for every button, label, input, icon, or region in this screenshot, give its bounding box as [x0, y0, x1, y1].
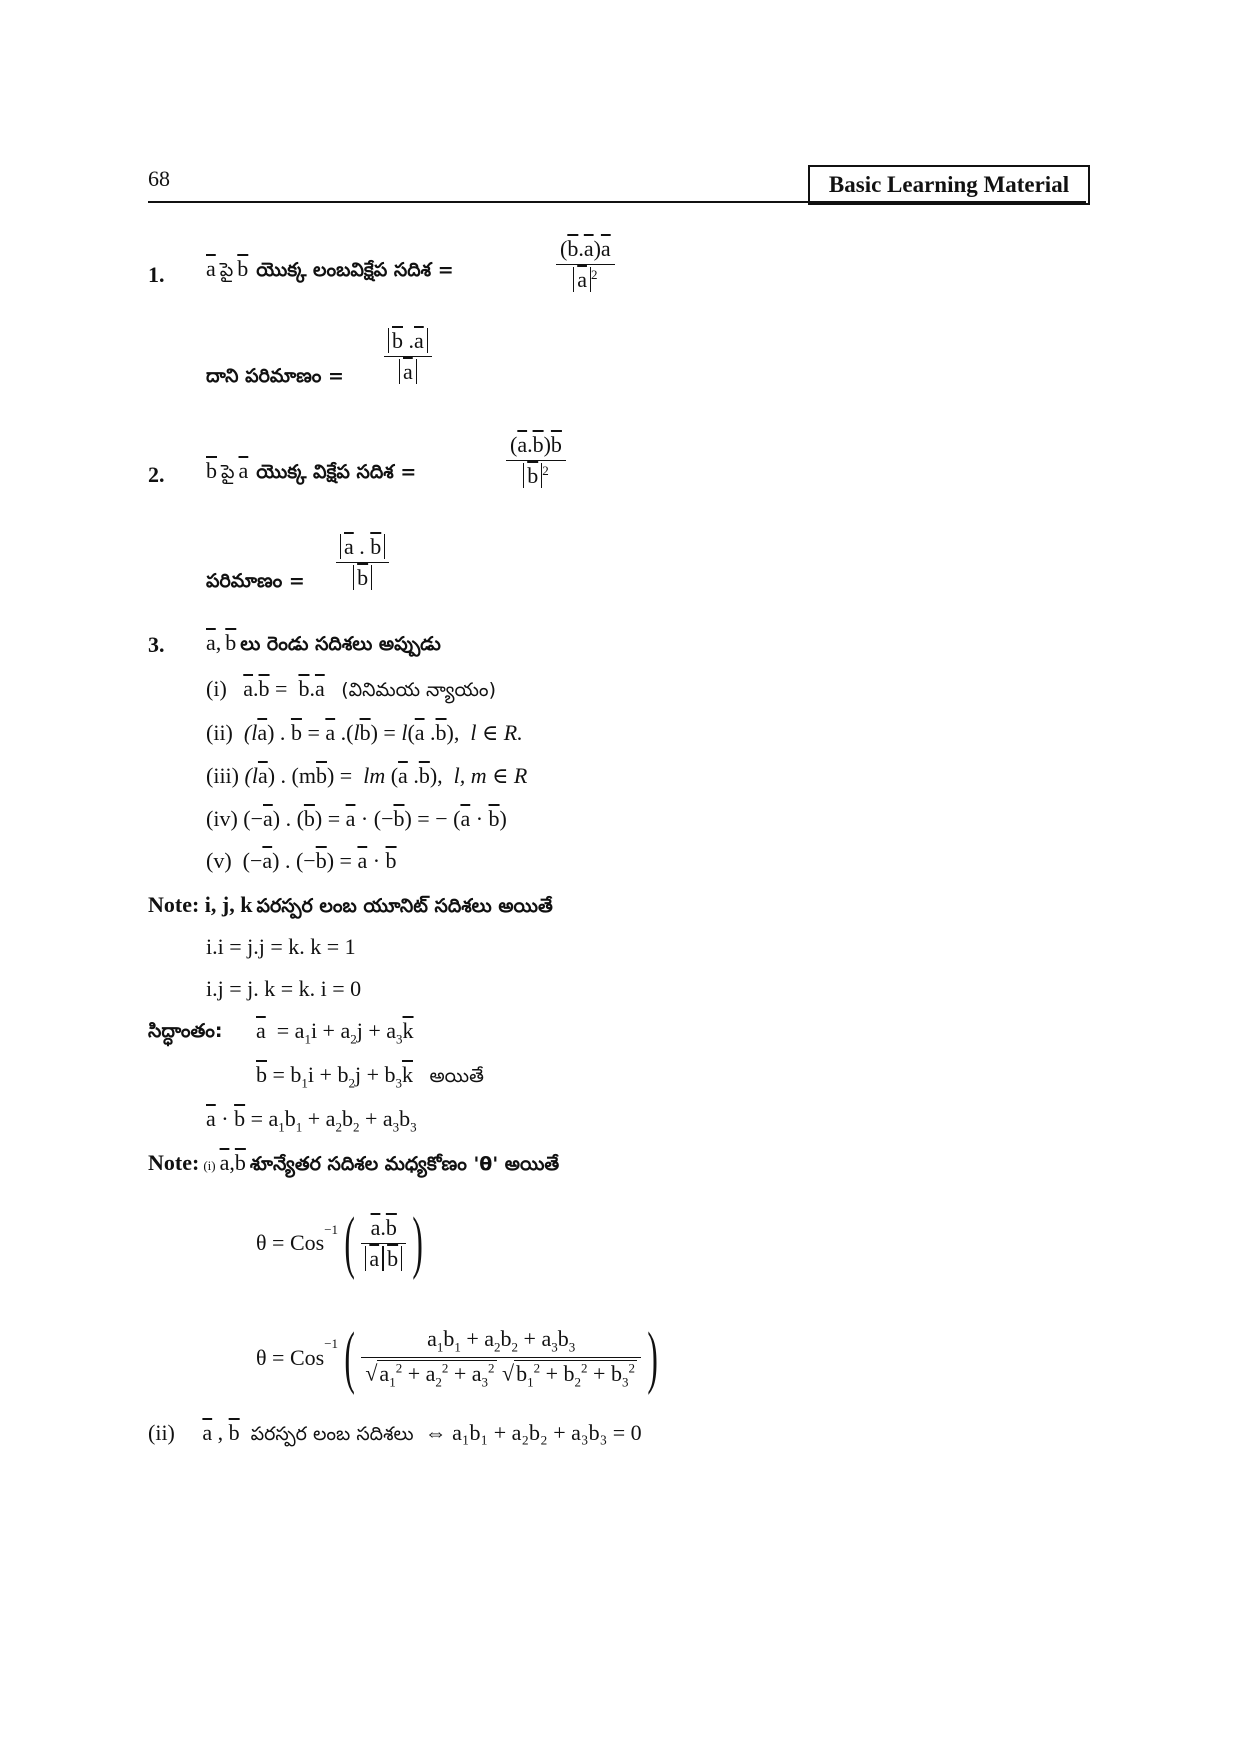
unit-dot-equal: i.i = j.j = k. k = 1: [206, 934, 356, 959]
item2-statement: [206, 458, 416, 488]
roman-numeral: (ii): [206, 720, 233, 745]
vector-b: $\overline{b}$: [550, 432, 562, 457]
theorem-dot-product: $\overline{a} \cdot \overline{b} = a_1b_1 + a_2b_2 + a_3b_3$: [206, 1106, 417, 1135]
exponent: 2: [590, 267, 598, 282]
vector-a: $\overline{a}$: [583, 236, 594, 261]
theorem-vector-a: $\overline{a} = a_1i + a_2j + a_3\overline{k}$: [256, 1018, 414, 1047]
item-number: 2.: [148, 462, 165, 487]
perpendicular-rhs: ⇔ a₁b₁ + a₂b₂ + a₃b₃ = 0: [424, 1420, 642, 1445]
vector-b: $\overline{b}$: [225, 630, 237, 655]
item3-label: లు రెండు సదిశలు అప్పుడు: [240, 633, 441, 655]
property-iv: (iv) $(-\overline{a})$ . $(\overline{b}) = \overline{a} \cdot (-\overline{b})$ = − $(\overline{a} \cdot \overline{b})$: [206, 806, 507, 831]
component-magnitude-formula: [336, 534, 389, 591]
vector-b: $\overline{b}$: [567, 236, 579, 261]
vector-a: a: [399, 359, 417, 384]
header-rule: [148, 201, 1086, 203]
item-number: 1.: [148, 262, 165, 287]
vector-b: $\overline{b}$: [237, 256, 249, 281]
theorem-vector-b: $\overline{b} = b_1i + b_2j + b_3\overline{k}$ అయితే: [256, 1062, 484, 1091]
dot: .: [408, 328, 414, 353]
item-number: 3.: [148, 632, 165, 657]
note-label: Note:: [148, 1150, 200, 1175]
commutative-note: (వినిమయ న్యాయం): [341, 679, 496, 701]
perpendicular-condition: (ii) $\overline{a}$ , $\overline{b}$ పరస్పర లంబ సదిశలు ⇔ a₁b₁ + a₂b₂ + a₃b₃ = 0: [148, 1420, 642, 1445]
dot: .: [359, 534, 365, 559]
roman-numeral: (iv): [206, 806, 238, 831]
vector-a: $\overline{a}$: [600, 236, 611, 261]
item1-label: యొక్క లంబవిక్షేప సదిశ =: [256, 259, 454, 281]
vector-a: $\overline{a}$: [414, 328, 424, 353]
vector-b: $\overline{b}$: [523, 463, 542, 488]
property-ii: (ii) $(l\overline{a})$ . $\overline{b} = \overline{a}$ $.(l\overline{b}) = l(\overline{a}$ $.\overline{b}$), l ∈ R.: [206, 720, 523, 745]
vector-b: $\overline{b}$: [532, 432, 544, 457]
sub-numeral: (i): [203, 1158, 216, 1173]
projection-magnitude-formula: [384, 328, 432, 385]
vector-a: $\overline{a}$: [517, 432, 528, 457]
page-number: 68: [148, 166, 170, 191]
roman-numeral: (v): [206, 848, 232, 873]
theorem-label: సిద్ధాంతం:: [148, 1020, 223, 1042]
component-vector-formula: $\frac{(\overline{a}.\overline{b})\overline{b}}{\overline{b} ^2}$: [506, 432, 566, 489]
note-angle: Note: (i) $\overline{a},\overline{b}$ శూన్యేతర సదిశల మధ్యకోణం 'θ' అయితే: [148, 1150, 560, 1175]
theta-lhs: θ = Cos: [256, 1230, 325, 1255]
perpendicular-text: పరస్పర లంబ సదిశలు: [250, 1423, 414, 1445]
item2-label: యొక్క విక్షేప సదిశ =: [256, 461, 417, 483]
inverse-exponent: −1: [324, 1222, 339, 1237]
roman-numeral: (ii): [148, 1420, 175, 1445]
property-i: (i) $\overline{a}.\overline{b} = \overline{b}.\overline{a}$ (వినిమయ న్యాయం): [206, 676, 496, 701]
vector-a: $\overline{a}$: [573, 267, 591, 292]
roman-numeral: (i): [206, 676, 227, 701]
vector-a: $\overline{a}$: [206, 256, 216, 281]
scalar-domain: l, m ∈ R: [453, 763, 528, 788]
property-v: (v) $(-\overline{a})$ . $(-\overline{b}) = \overline{a} \cdot \overline{b}$: [206, 848, 397, 873]
vector-a: $\overline{a}$: [206, 630, 216, 655]
dot: .: [527, 432, 533, 457]
vector-b: $\overline{b}$: [370, 534, 382, 559]
comma: ,: [215, 630, 222, 655]
exponent: 2: [542, 463, 549, 478]
item1-magnitude-label: దాని పరిమాణం =: [206, 365, 344, 387]
vector-b: $\overline{b}$: [206, 458, 217, 483]
projection-vector-formula: $\frac{(\overline{b}.\overline{a})\overline{a}}{\overline{a} ^2}$: [556, 236, 615, 293]
vector-b: $\overline{b}$: [392, 328, 403, 353]
property-iii: (iii) $(l\overline{a})$ . $(m\overline{b})$ = lm ($\overline{a}$ $.\overline{b}$), l, m ∈ R: [206, 763, 528, 788]
note-text: పరస్పర లంబ యూనిట్ సదిశలు అయితే: [256, 895, 553, 917]
vector-a: $\overline{a}$: [238, 458, 249, 483]
angle-formula-components: θ = Cos $^{-1}$ ( $\frac{a_1b_1 + a_2b_2 + a_3b_3}{√a_1^2 + a_2^2 + a_3^2 √b_1^2 + b_2^2 + b_3^2}$ ): [256, 1319, 658, 1396]
item1-statement: [206, 256, 454, 286]
item3-statement: [206, 630, 441, 660]
header-title: Basic Learning Material: [808, 165, 1090, 205]
note-unit-vectors: [148, 892, 553, 922]
word-on: పై: [221, 461, 235, 483]
word-if: అయితే: [429, 1065, 484, 1087]
scalar-domain: l ∈ R.: [470, 720, 523, 745]
item2-magnitude-label: పరిమాణం =: [206, 570, 305, 592]
note-text: శూన్యేతర సదిశల మధ్యకోణం 'θ' అయితే: [249, 1153, 560, 1175]
unit-dot-perp: i.j = j. k = k. i = 0: [206, 976, 362, 1001]
vector-a: $\overline{a}$: [344, 534, 354, 559]
vector-b: b: [353, 565, 372, 590]
word-on: పై: [219, 259, 234, 281]
dot: .: [578, 236, 584, 261]
roman-numeral: (iii): [206, 763, 239, 788]
note-label: Note: i, j, k: [148, 892, 253, 917]
angle-formula-vector: θ = Cos $^{-1}$ ( $\frac{\overline{a}.\overline{b}}{\overline{a} \overline{b}}$ ): [256, 1204, 424, 1281]
